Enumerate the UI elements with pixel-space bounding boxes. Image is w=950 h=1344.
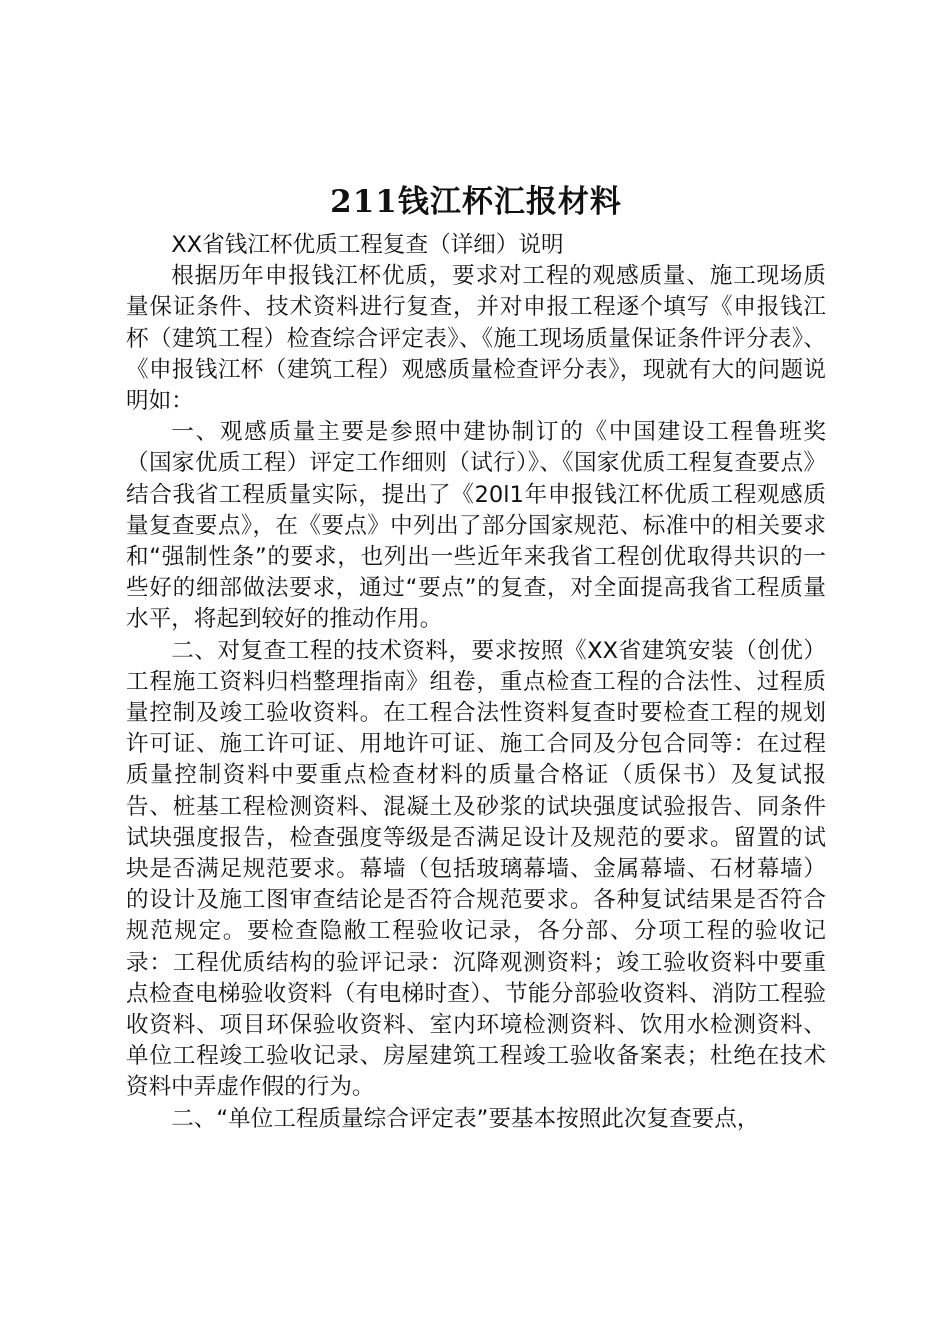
document-title: 211钱江杯汇报材料 <box>330 184 622 220</box>
paragraph-technical-documents: 二、对复查工程的技术资料，要求按照《XX省建筑安装（创优）工程施工资料归档整理指南》组卷，重点检查工程的合法性、过程质量控制及竣工验收资料。在工程合法性资料复查时要检查工程的规划许可证、施工许可证、用地许可证、施工合同及分包合同等：在过程质量控制资料中要重点检查材料的质量合格证（质保书）及复试报告、桩基工程检测资料、混凝土及砂浆的试块强度试验报告、同条件试块强度报告，检查强度等级是否满足设计及规范的要求。留置的试块是否满足规范要求。幕墙（包括玻璃幕墙、金属幕墙、石材幕墙）的设计及施工图审查结论是否符合规范要求。各种复试结果是否符合规范规定。要检查隐敝工程验收记录，各分部、分项工程的验收记录：工程优质结构的验评记录：沉降观测资料；竣工验收资料中要重点检查电梯验收资料（有电梯时查）、节能分部验收资料、消防工程验收资料、项目环保验收资料、室内环境检测资料、饮用水检测资料、单位工程竣工验收记录、房屋建筑工程竣工验收备案表；杜绝在技术资料中弄虚作假的行为。 <box>126 637 826 1101</box>
paragraph-appearance-quality: 一、观感质量主要是参照中建协制订的《中国建设工程鲁班奖（国家优质工程）评定工作细则（试行）》、《国家优质工程复查要点》结合我省工程质量实际，提出了《20l1年申报钱江杯优质工程观感质量复查要点》，在《要点》中列出了部分国家规范、标准中的相关要求和“强制性条”的要求，也列出一些近年来我省工程创优取得共识的一些好的细部做法要求，通过“要点”的复查，对全面提高我省工程质量水平，将起到较好的推动作用。 <box>126 419 826 633</box>
paragraph-comprehensive-evaluation: 二、“单位工程质量综合评定表”要基本按照此次复查要点， <box>171 1105 760 1132</box>
paragraph-intro: 根据历年申报钱江杯优质，要求对工程的观感质量、施工现场质量保证条件、技术资料进行复查，并对申报工程逐个填写《申报钱江杯（建筑工程）检查综合评定表》、《施工现场质量保证条件评分表》、《申报钱江杯（建筑工程）观感质量检查评分表》，现就有大的问题说明如： <box>126 263 826 415</box>
document-subtitle: XX省钱江杯优质工程复查（详细）说明 <box>171 232 564 258</box>
